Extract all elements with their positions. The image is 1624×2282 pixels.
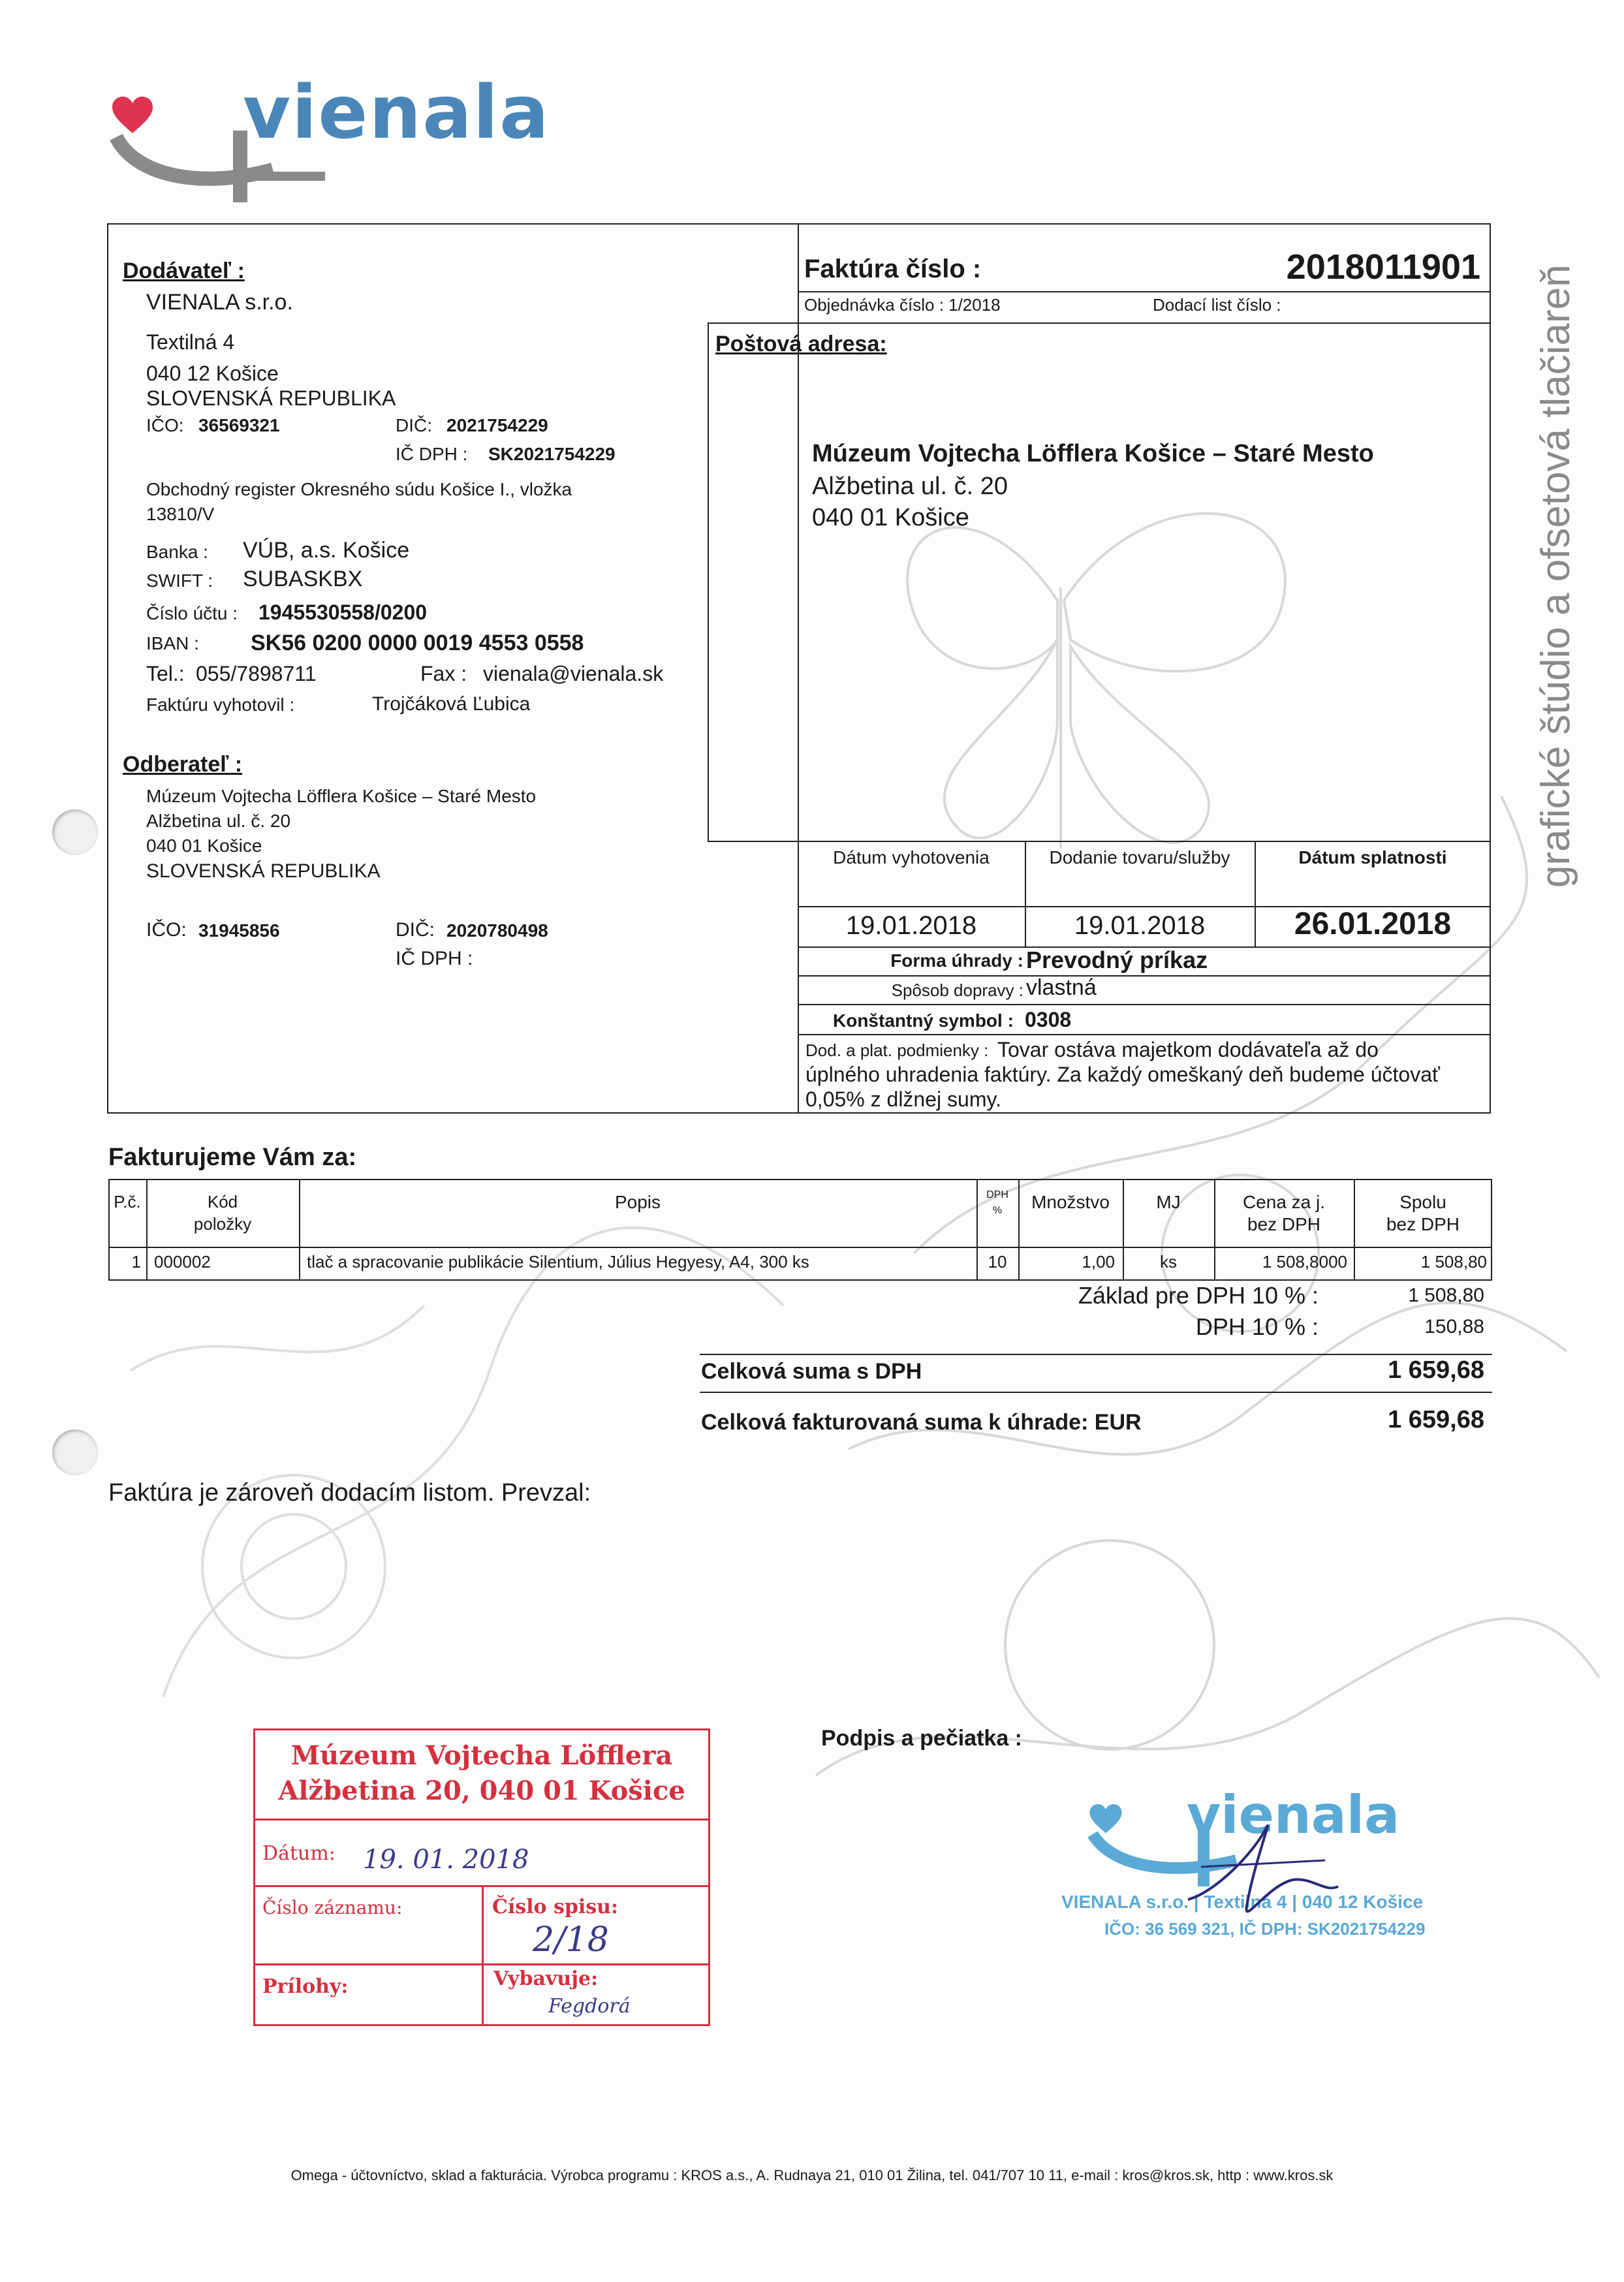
supplier-fax: vienala@vienala.sk (483, 662, 664, 685)
supplier-tel-label: Tel.: (146, 662, 185, 685)
supplier-register: Obchodný register Okresného súdu Košice I., vložka (146, 479, 572, 499)
postal-street: Alžbetina ul. č. 20 (812, 473, 1008, 500)
due-date-label: Dátum splatnosti (1298, 847, 1447, 867)
supplier-iban: SK56 0200 0000 0019 4553 0558 (251, 631, 584, 655)
totals-line (700, 1354, 1492, 1355)
delivery-date-label: Dodanie tovaru/služby (1049, 847, 1230, 867)
delivery-date: 19.01.2018 (1074, 911, 1206, 940)
handler-value: Fegdorá (548, 1995, 631, 2018)
supplier-dic: 2021754229 (446, 415, 548, 435)
supplier-bank: VÚB, a.s. Košice (243, 538, 410, 563)
supplier-icdph-label: IČ DPH : (396, 444, 468, 464)
supplier-street: Textilná 4 (146, 330, 235, 354)
items-heading: Fakturujeme Vám za: (108, 1144, 357, 1171)
customer-heading: Odberateľ : (123, 752, 243, 777)
invoice-title: Faktúra číslo : (804, 255, 982, 283)
received-date-value: 19. 01. 2018 (363, 1845, 529, 1875)
postal-heading: Poštová adresa: (715, 332, 887, 356)
total-with-vat: 1 659,68 (1388, 1356, 1484, 1384)
row-description: tlač a spracovanie publikácie Silentium, Július Hegyesy, A4, 300 ks (307, 1252, 809, 1272)
amount-due: 1 659,68 (1388, 1406, 1484, 1433)
table-header-qty: Množstvo (1031, 1192, 1110, 1212)
table-header-price: Cena za j. (1242, 1192, 1326, 1212)
order-number-label: Objednávka číslo : 1/2018 (804, 295, 1001, 315)
invoice-number: 2018011901 (1286, 247, 1480, 287)
table-header-vat-2: % (992, 1205, 1003, 1216)
transport-value: vlastná (1026, 975, 1097, 1000)
punch-hole (52, 1430, 98, 1475)
delivery-note-label: Dodací list číslo : (1153, 295, 1281, 315)
supplier-iban-label: IBAN : (146, 633, 199, 653)
supplier-bank-label: Banka : (146, 542, 208, 562)
transport-label: Spôsob dopravy : (891, 980, 1023, 1000)
supplier-name: VIENALA s.r.o. (146, 290, 293, 315)
attachments-label: Prílohy: (262, 1975, 349, 1998)
file-number-value: 2/18 (533, 1920, 609, 1960)
stamp-ids: IČO: 36 569 321, IČ DPH: SK2021754229 (1104, 1919, 1426, 1939)
row-unit: ks (1160, 1252, 1177, 1272)
table-header-desc: Popis (614, 1192, 661, 1212)
postal-address-box (708, 322, 1491, 842)
payment-form-label: Forma úhrady : (890, 950, 1023, 971)
vat-base-label: Základ pre DPH 10 % : (1078, 1282, 1319, 1309)
customer-dic-label: DIČ: (396, 919, 435, 941)
row-price: 1 508,8000 (1262, 1252, 1347, 1272)
supplier-fax-label: Fax : (420, 662, 467, 685)
customer-city: 040 01 Košice (146, 836, 262, 856)
payment-row-line (798, 1034, 1491, 1035)
amount-due-label: Celková fakturovaná suma k úhrade: EUR (701, 1410, 1142, 1435)
stamp-wordmark: vienala (1187, 1785, 1400, 1845)
table-header-line (108, 1247, 1492, 1248)
signature-label: Podpis a pečiatka : (821, 1726, 1022, 1751)
conditions-line3: 0,05% z dlžnej sumy. (805, 1087, 1001, 1111)
row-pc: 1 (131, 1252, 141, 1272)
table-header-total-2: bez DPH (1386, 1214, 1460, 1234)
received-stamp-line2: Alžbetina 20, 040 01 Košice (278, 1775, 685, 1806)
received-stamp-line1: Múzeum Vojtecha Löfflera (290, 1740, 673, 1771)
handwritten-signature (1175, 1815, 1345, 1945)
issued-by-label: Faktúru vyhotovil : (146, 695, 295, 715)
customer-icdph-label: IČ DPH : (396, 948, 473, 969)
conditions-line2: úplného uhradenia faktúry. Za každý omeškaný deň budeme účtovať (805, 1063, 1440, 1086)
handler-label: Vybavuje: (493, 1967, 599, 1990)
conditions-line1: Tovar ostáva majetkom dodávateľa až do (997, 1038, 1379, 1061)
vat-base: 1 508,80 (1408, 1285, 1484, 1306)
totals-line (700, 1392, 1492, 1393)
supplier-ico: 36569321 (198, 415, 280, 435)
total-with-vat-label: Celková suma s DPH (701, 1359, 922, 1384)
issue-date-label: Dátum vyhotovenia (833, 847, 990, 867)
customer-street: Alžbetina ul. č. 20 (146, 811, 291, 831)
footer-text: Omega - účtovníctvo, sklad a fakturácia. Výrobca programu : KROS a.s., A. Rudnaya 21, 010 01 Žilina, tel. 041/707 10 11, e-mail : kros@kros.sk, http : www.kros.sk (290, 2167, 1334, 2183)
row-qty: 1,00 (1082, 1252, 1115, 1272)
customer-ico-label: IČO: (146, 919, 187, 941)
table-header-vat: DPH (986, 1189, 1008, 1200)
stamp-address: VIENALA s.r.o. | Textilná 4 | 040 12 Košice (1061, 1892, 1424, 1912)
constant-symbol: 0308 (1025, 1008, 1072, 1031)
customer-name: Múzeum Vojtecha Löfflera Košice – Staré Mesto (146, 786, 537, 806)
heart-icon (112, 97, 153, 134)
table-header-code-2: položky (193, 1214, 252, 1234)
delivery-note-text: Faktúra je zároveň dodacím listom. Prevzal: (108, 1479, 591, 1507)
payment-row-line (798, 975, 1491, 977)
vat-label: DPH 10 % : (1195, 1313, 1319, 1340)
customer-ico: 31945856 (198, 920, 280, 941)
row-total: 1 508,80 (1420, 1252, 1487, 1272)
table-header-code: Kód (207, 1192, 238, 1211)
row-vat: 10 (988, 1252, 1007, 1272)
supplier-icdph: SK2021754229 (488, 444, 616, 464)
issue-date: 19.01.2018 (845, 911, 977, 940)
customer-country: SLOVENSKÁ REPUBLIKA (146, 860, 381, 882)
payment-form: Prevodný príkaz (1026, 946, 1208, 973)
postal-name: Múzeum Vojtecha Löfflera Košice – Staré Mesto (812, 440, 1374, 467)
side-slogan: grafické štúdio a ofsetová tlačiareň (1533, 264, 1578, 888)
supplier-account-label: Číslo účtu : (146, 603, 238, 623)
supplier-ico-label: IČO: (146, 415, 184, 435)
received-date-label: Dátum: (262, 1842, 336, 1865)
issued-by: Trojčáková Ľubica (372, 693, 531, 715)
vat-amount: 150,88 (1424, 1316, 1484, 1337)
supplier-dic-label: DIČ: (396, 415, 432, 435)
supplier-register-insert: 13810/V (146, 504, 215, 524)
invoice-underline (798, 291, 1491, 292)
table-header-total: Spolu (1399, 1192, 1446, 1212)
supplier-city: 040 12 Košice (146, 362, 279, 385)
table-header-price-2: bez DPH (1247, 1214, 1321, 1234)
customer-dic: 2020780498 (446, 920, 548, 941)
table-header-unit: MJ (1156, 1192, 1181, 1212)
supplier-swift-label: SWIFT : (146, 570, 213, 591)
supplier-country: SLOVENSKÁ REPUBLIKA (146, 386, 396, 410)
table-header-pc: P.č. (114, 1192, 141, 1211)
row-code: 000002 (154, 1252, 211, 1272)
file-number-label: Číslo spisu: (492, 1896, 619, 1918)
supplier-heading: Dodávateľ : (123, 258, 245, 283)
record-number-label: Číslo záznamu: (262, 1897, 403, 1918)
postal-city: 040 01 Košice (812, 504, 969, 531)
payment-row-line (798, 1004, 1491, 1005)
due-date: 26.01.2018 (1294, 907, 1452, 941)
constant-symbol-label: Konštantný symbol : (833, 1010, 1014, 1031)
supplier-account: 1945530558/0200 (258, 601, 428, 624)
supplier-swift: SUBASKBX (243, 567, 363, 591)
punch-hole (52, 809, 98, 855)
conditions-label: Dod. a plat. podmienky : (805, 1040, 989, 1060)
supplier-tel: 055/7898711 (196, 662, 317, 685)
logo-wordmark: vienala (243, 70, 550, 155)
